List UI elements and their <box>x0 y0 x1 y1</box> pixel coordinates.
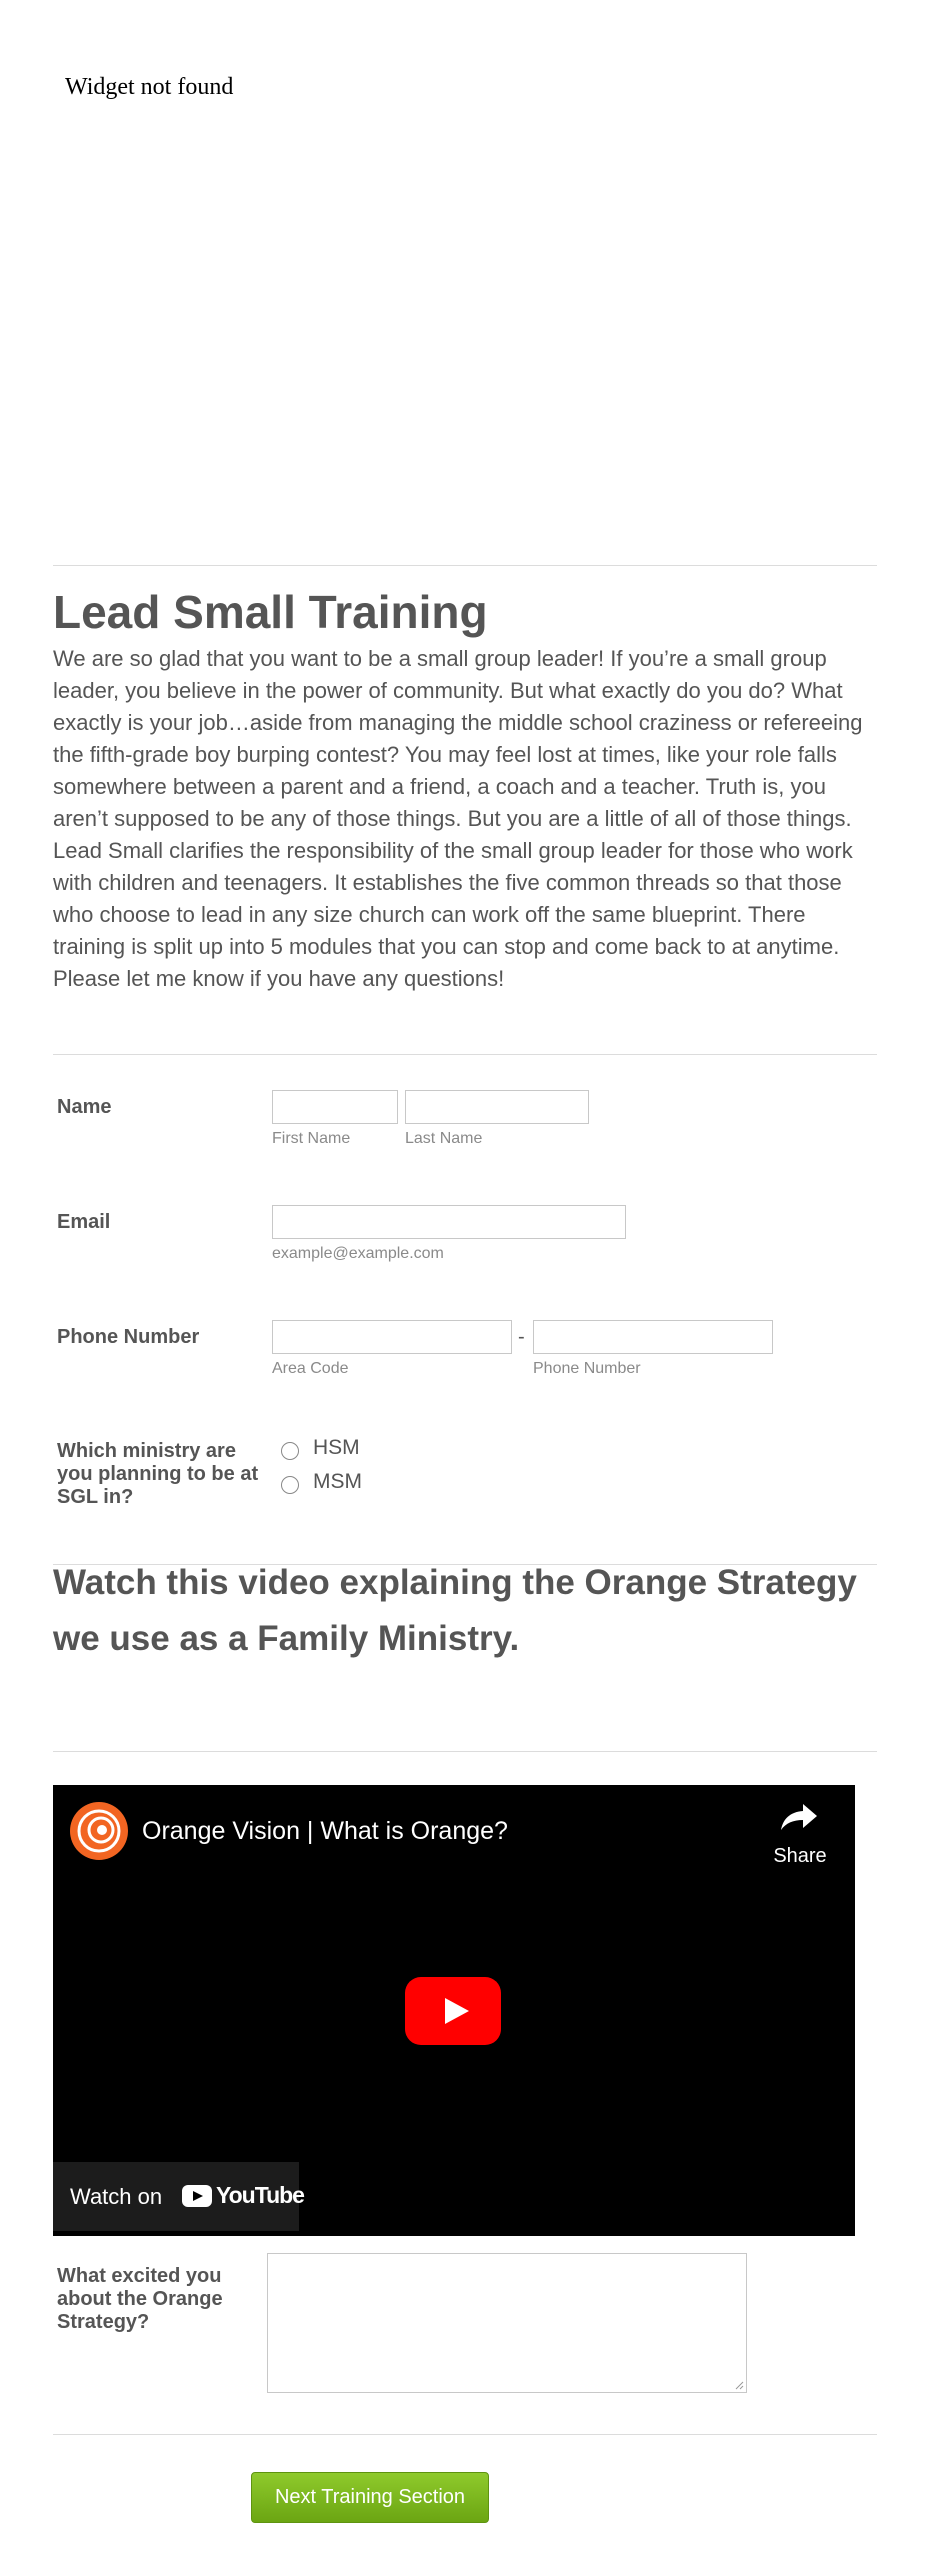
phone-number-input[interactable] <box>533 1320 773 1354</box>
name-label: Name <box>57 1096 112 1118</box>
play-icon <box>445 1998 469 2024</box>
radio-hsm-label[interactable]: HSM <box>313 1436 360 1459</box>
excited-question-label <box>57 2265 223 2334</box>
divider <box>53 2434 877 2435</box>
page-title: Lead Small Training <box>53 586 488 638</box>
last-name-input[interactable] <box>405 1090 589 1124</box>
youtube-wordmark: YouTube <box>216 2182 304 2208</box>
divider <box>53 1751 877 1752</box>
youtube-video-player[interactable] <box>53 1785 855 2236</box>
share-label[interactable]: Share <box>773 1845 827 1867</box>
share-arrow-icon[interactable] <box>779 1802 819 1832</box>
first-name-sublabel: First Name <box>272 1130 351 1147</box>
excited-label-line: about the Orange <box>57 2288 223 2310</box>
divider <box>53 1054 877 1055</box>
radio-msm-label[interactable]: MSM <box>313 1470 362 1493</box>
ministry-question-label <box>57 1440 258 1509</box>
email-input[interactable] <box>272 1205 626 1239</box>
ministry-label-line: you planning to be at <box>57 1463 259 1485</box>
email-sublabel: example@example.com <box>272 1245 444 1262</box>
ministry-label-line: Which ministry are <box>57 1440 236 1462</box>
phone-label: Phone Number <box>57 1326 200 1348</box>
divider <box>53 565 877 566</box>
phone-number-sublabel: Phone Number <box>533 1360 641 1377</box>
widget-not-found-message: Widget not found <box>65 74 234 100</box>
ministry-label-line: SGL in? <box>57 1486 134 1508</box>
radio-hsm[interactable] <box>281 1442 299 1460</box>
orange-swirl-icon <box>70 1802 128 1860</box>
youtube-logo-icon <box>182 2185 212 2207</box>
last-name-sublabel: Last Name <box>405 1130 483 1147</box>
orange-channel-logo-icon[interactable] <box>70 1802 128 1860</box>
next-training-section-button[interactable]: Next Training Section <box>251 2472 489 2523</box>
video-section-heading: Watch this video explaining the Orange Strategy we use as a Family Ministry. <box>53 1563 857 1658</box>
excited-textarea[interactable] <box>267 2253 747 2393</box>
watch-on-label: Watch on <box>70 2184 163 2209</box>
video-title[interactable]: Orange Vision | What is Orange? <box>142 1817 508 1845</box>
radio-msm[interactable] <box>281 1476 299 1494</box>
excited-label-line: Strategy? <box>57 2311 150 2333</box>
excited-label-line: What excited you <box>57 2265 222 2287</box>
watch-on-youtube-button[interactable] <box>53 2162 304 2231</box>
email-label: Email <box>57 1211 111 1233</box>
area-code-input[interactable] <box>272 1320 512 1354</box>
first-name-input[interactable] <box>272 1090 398 1124</box>
area-code-sublabel: Area Code <box>272 1360 349 1377</box>
intro-paragraph: We are so glad that you want to be a small group leader! If you’re a small group leader, you believe in the power of community. But what exactly do you do? What exactly is your job…aside from managing the middle school craziness or refereeing the fifth-grade boy burping contest? You may feel lost at times, like your role falls somewhere between a parent and a friend, a coach and a teacher. Truth is, you aren’t supposed to be any of those things. But you are a little of all of those things. Lead Small clarifies the responsibility of the small group leader for those who work with children and teenagers. It establishes the five common threads so that those who choose to lead in any size church can work off the same blueprint. There training is split up into 5 modules that you can stop and come back to at anytime. Please let me know if you have any questions! <box>53 646 863 991</box>
play-button[interactable] <box>405 1977 501 2045</box>
phone-separator: - <box>518 1326 525 1348</box>
resize-handle-icon[interactable] <box>734 2380 744 2390</box>
